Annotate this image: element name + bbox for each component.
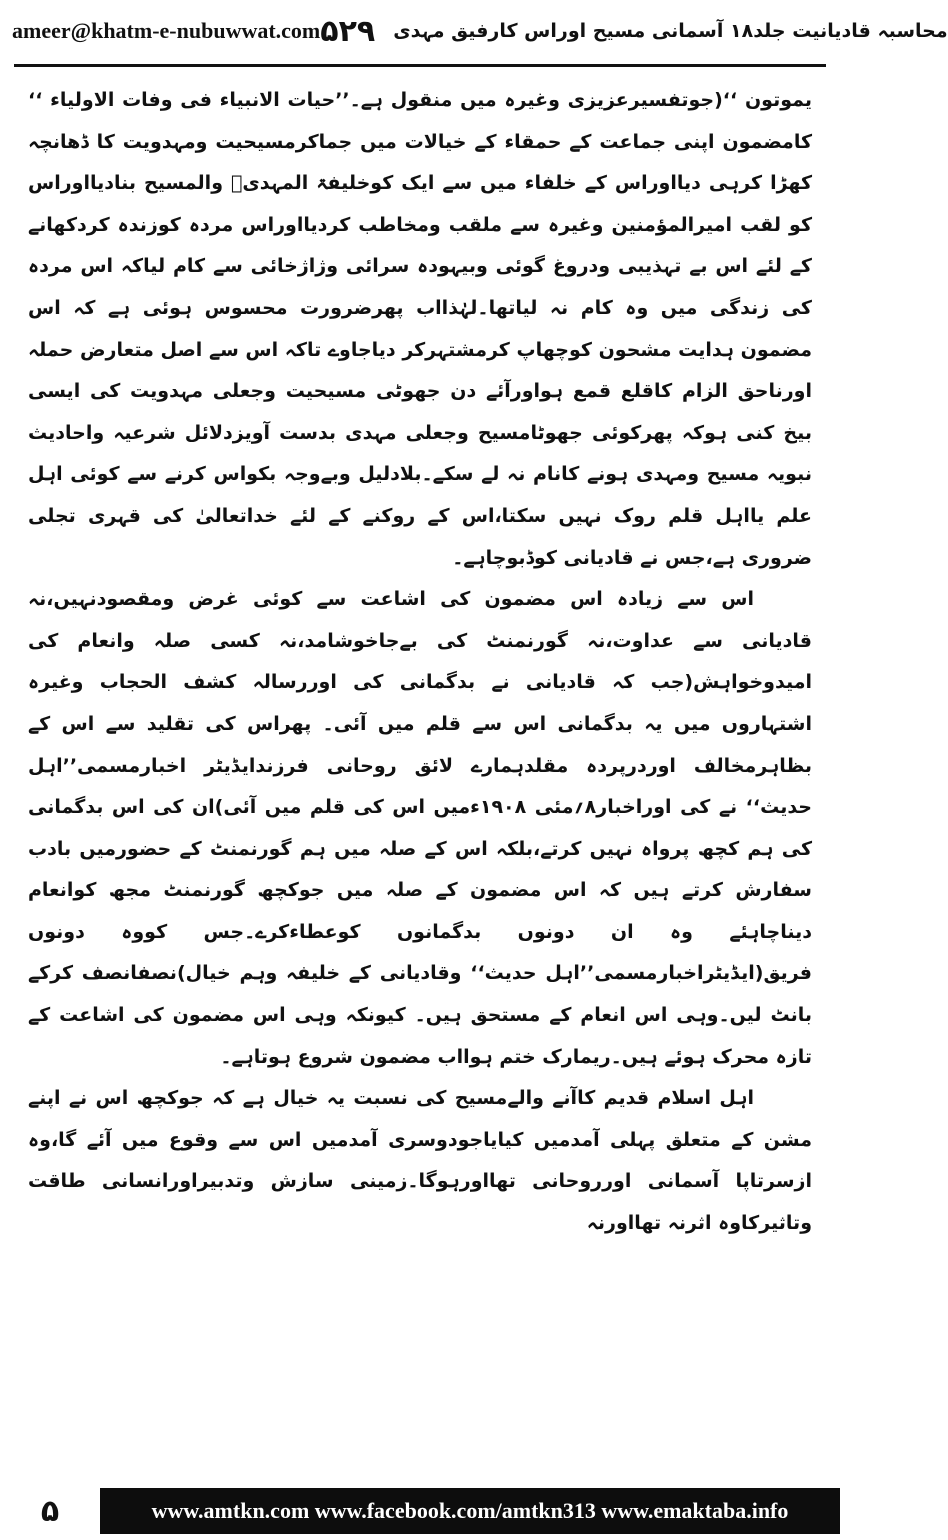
- header-title-group: [320, 14, 947, 49]
- paragraph-1: یموتون ‘‘(جوتفسیرعزیزی وغیرہ میں منقول ہے۔’’حیات الانبیاء فی وفات الاولیاء ‘‘ کامضمون اپنی جماعت کے حمقاء کے خیالات میں جماکرمسیحیت ومہدویت کا ڈھانچہ کھڑا کرہی دیااوراس کے خلفاء میں سے ایک کوخلیفۃ المہدیؑ والمسیح بنادیااوراس کو لقب امیرالمؤمنین وغیرہ سے ملقب ومخاطب کردیااوراس مردہ کوزندہ کردکھانے کے لئے اس بے تہذیبی ودروغ گوئی وبیہودہ سرائی وژاژخائی سے کام لیاکہ اس مردہ کی زندگی میں وہ کام نہ لیاتھا۔لہٰذااب پھرضرورت محسوس ہوئی ہے کہ اس مضمون ہدایت مشحون کوچھاپ کرمشتہرکر دیاجاوے تاکہ اس سے اصل متعارض حملہ اورناحق الزام کاقلع قمع ہواورآئے دن جھوٹی مسیحیت وجعلی مہدویت کی ایسی بیخ کنی ہوکہ پھرکوئی جھوٹامسیح وجعلی مہدی بدست آویزدلائل شرعیہ واحادیث نبویہ مسیح ومہدی ہونے کانام نہ لے سکے۔بلادلیل وبےوجہ بکواس کرنے سے کوئی اہل علم یااہل قلم روک نہیں سکتا،اس کے روکنے کے لئے خداتعالیٰ کی قہری تجلی ضروری ہے،جس نے قادیانی کوڈبوچاہے۔: [28, 89, 812, 569]
- paragraph-2: اس سے زیادہ اس مضمون کی اشاعت سے کوئی غرض ومقصودنہیں،نہ قادیانی سے عداوت،نہ گورنمنٹ کی بےجاخوشامد،نہ کسی صلہ وانعام کی امیدوخواہش(جب کہ قادیانی نے بدگمانی کی اوررسالہ کشف الحجاب وغیرہ اشتہاروں میں یہ بدگمانی اس سے قلم میں آئی۔ پھراس کی تقلید سے اس کے بظاہرمخالف اوردرپردہ مقلدہمارے لائق روحانی فرزندایڈیٹر اخبارمسمی’’اہل حدیث‘‘ نے کی اوراخبار۸؍مئی ۱۹۰۸ءمیں اس کی قلم میں آئی)ان کی اس بدگمانی کی ہم کچھ پرواہ نہیں کرتے،بلکہ اس کے صلہ میں ہم گورنمنٹ کے حضورمیں بادب سفارش کرتے ہیں کہ اس مضمون کے صلہ میں جوکچھ گورنمنٹ مجھ کوانعام دیناچاہئے وہ ان دونوں بدگمانوں کوعطاءکرے۔جس کووہ دونوں فریق(ایڈیٹراخبارمسمی’’اہل حدیث‘‘ وقادیانی کے خلیفہ وہم خیال)نصفانصف کرکے بانٹ لیں۔وہی اس انعام کے مستحق ہیں۔ کیونکہ وہی اس مضمون کی اشاعت کے تازہ محرک ہوئے ہیں۔ریمارک ختم ہوااب مضمون شروع ہوتاہے۔: [28, 588, 813, 1068]
- paragraph-3: اہل اسلام قدیم کاآنے والےمسیح کی نسبت یہ خیال ہے کہ جوکچھ اس نے اپنے مشن کے متعلق پہلی آمدمیں کیایاجودوسری آمدمیں اس سے وقوع میں آئے گا،وہ ازسرتاپا آسمانی اورروحانی تھااورہوگا۔زمینی سازش وتدبیراورانسانی طاقت وتاثیرکاوہ اثرنہ تھااورنہ: [28, 1087, 812, 1235]
- footer-links-bar: www.amtkn.com www.facebook.com/amtkn313 www.emaktaba.info: [100, 1488, 840, 1534]
- header-page-number: ۵۲۹: [320, 13, 376, 49]
- header-divider: [14, 64, 826, 67]
- header-email: ameer@khatm-e-nubuwwat.com: [12, 18, 321, 43]
- header-book-title: محاسبہ قادیانیت جلد۱۸ آسمانی مسیح اوراس کارفیق مہدی: [393, 20, 948, 42]
- page-header: [0, 0, 948, 62]
- footer-page-number: ۵: [40, 1493, 60, 1529]
- page-body: [28, 80, 812, 1245]
- page-footer: [0, 1482, 840, 1540]
